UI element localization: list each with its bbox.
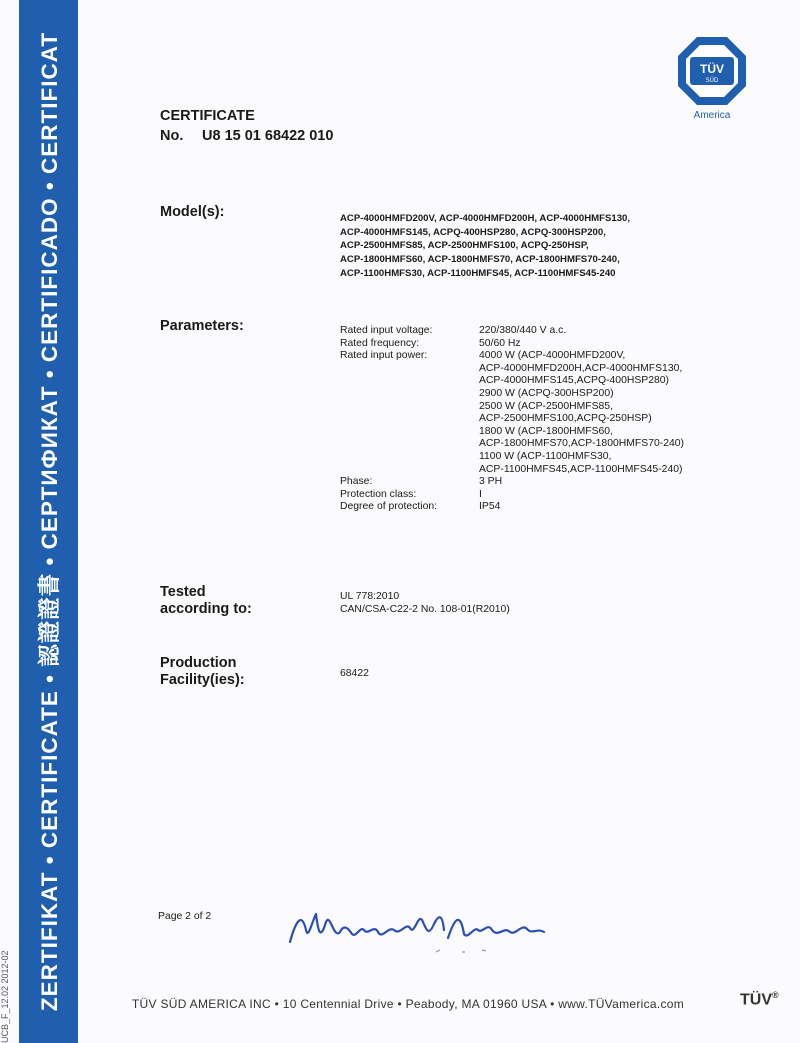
param-row [340, 489, 684, 502]
logo-sub: SÜD [705, 78, 719, 84]
param-label: Degree of protection: [340, 501, 438, 513]
param-value: ACP-1800HMFS70,ACP-1800HMFS70-240) [479, 438, 685, 450]
param-value: 1100 W (ACP-1100HMFS30, [479, 450, 612, 462]
registered-mark: ® [772, 990, 779, 1000]
param-row [340, 338, 684, 351]
param-row [340, 350, 684, 476]
production-label [160, 655, 245, 689]
production-label-line1: Production [160, 655, 237, 671]
parameters-label: Parameters: [160, 318, 244, 334]
param-value: 220/380/440 V a.c. [479, 325, 567, 336]
model-line: ACP-2500HMFS85, ACP-2500HMFS100, ACPQ-250HSP, [340, 240, 589, 252]
param-value: IP54 [479, 501, 501, 513]
param-row [340, 325, 684, 338]
tested-label-line1: Tested [160, 584, 206, 600]
param-value: 3 PH [479, 476, 503, 488]
logo-region: America [693, 110, 731, 121]
tested-label [160, 584, 252, 618]
models-list [340, 212, 690, 281]
param-label: Rated frequency: [340, 337, 420, 349]
logo-brand: TÜV [700, 62, 724, 76]
model-line: ACP-4000HMFD200V, ACP-4000HMFD200H, ACP-4000HMFS130, [340, 213, 631, 224]
param-value: 1800 W (ACP-1800HMFS60, [479, 425, 613, 437]
facility-value: 68422 [340, 668, 369, 679]
standard: UL 778:2010 [340, 591, 400, 602]
footer-address: TÜV SÜD AMERICA INC • 10 Centennial Drive • Peabody, MA 01960 USA • www.TÜVamerica.com [131, 997, 685, 1011]
param-value: 4000 W (ACP-4000HMFD200V, [479, 350, 626, 362]
param-value: 2900 W (ACPQ-300HSP200) [479, 387, 614, 399]
form-code: UCB_F_12.02 2012-02 [0, 950, 10, 1043]
model-line: ACP-4000HMFS145, ACPQ-400HSP280, ACPQ-300HSP200, [340, 226, 606, 238]
param-label: Phase: [340, 476, 373, 488]
param-label: Rated input voltage: [340, 325, 433, 336]
certificate-title: CERTIFICATE [160, 108, 255, 124]
model-line: ACP-1800HMFS60, ACP-1800HMFS70, ACP-1800HMFS70-240, [340, 254, 620, 266]
models-label: Model(s): [160, 204, 225, 220]
param-value: 2500 W (ACP-2500HMFS85, [479, 400, 613, 412]
tested-standards [340, 590, 510, 616]
page-number: Page 2 of 2 [158, 911, 212, 922]
standard: CAN/CSA-C22-2 No. 108-01(R2010) [340, 604, 510, 615]
param-value: ACP-2500HMFS100,ACPQ-250HSP) [479, 413, 652, 425]
tested-label-line2: according to: [160, 601, 252, 617]
param-label: Rated input power: [340, 350, 428, 362]
param-row [340, 501, 684, 514]
param-value: I [479, 488, 482, 500]
param-row [340, 476, 684, 489]
certificate-number: U8 15 01 68422 010 [202, 128, 334, 144]
parameters-table [340, 325, 684, 514]
signature [282, 900, 557, 960]
param-value: ACP-4000HMFS145,ACPQ-400HSP280) [479, 375, 670, 387]
footer-logo-text: TÜV [740, 991, 772, 1009]
footer-logo [740, 990, 779, 1009]
param-label: Protection class: [340, 488, 417, 500]
certificate-number-line [160, 128, 333, 144]
param-value: ACP-4000HMFD200H,ACP-4000HMFS130, [479, 362, 683, 374]
param-value: 50/60 Hz [479, 337, 521, 349]
production-label-line2: Facility(ies): [160, 672, 245, 688]
side-banner-text: ZERTIFIKAT • CERTIFICATE • 認證證書 • СЕРТИФИКАТ • CERTIFICADO • CERTIFICAT [37, 31, 62, 1012]
certificate-no-label: No. [160, 128, 184, 144]
model-line: ACP-1100HMFS30, ACP-1100HMFS45, ACP-1100HMFS45-240 [340, 267, 616, 279]
param-value: ACP-1100HMFS45,ACP-1100HMFS45-240) [479, 463, 683, 475]
